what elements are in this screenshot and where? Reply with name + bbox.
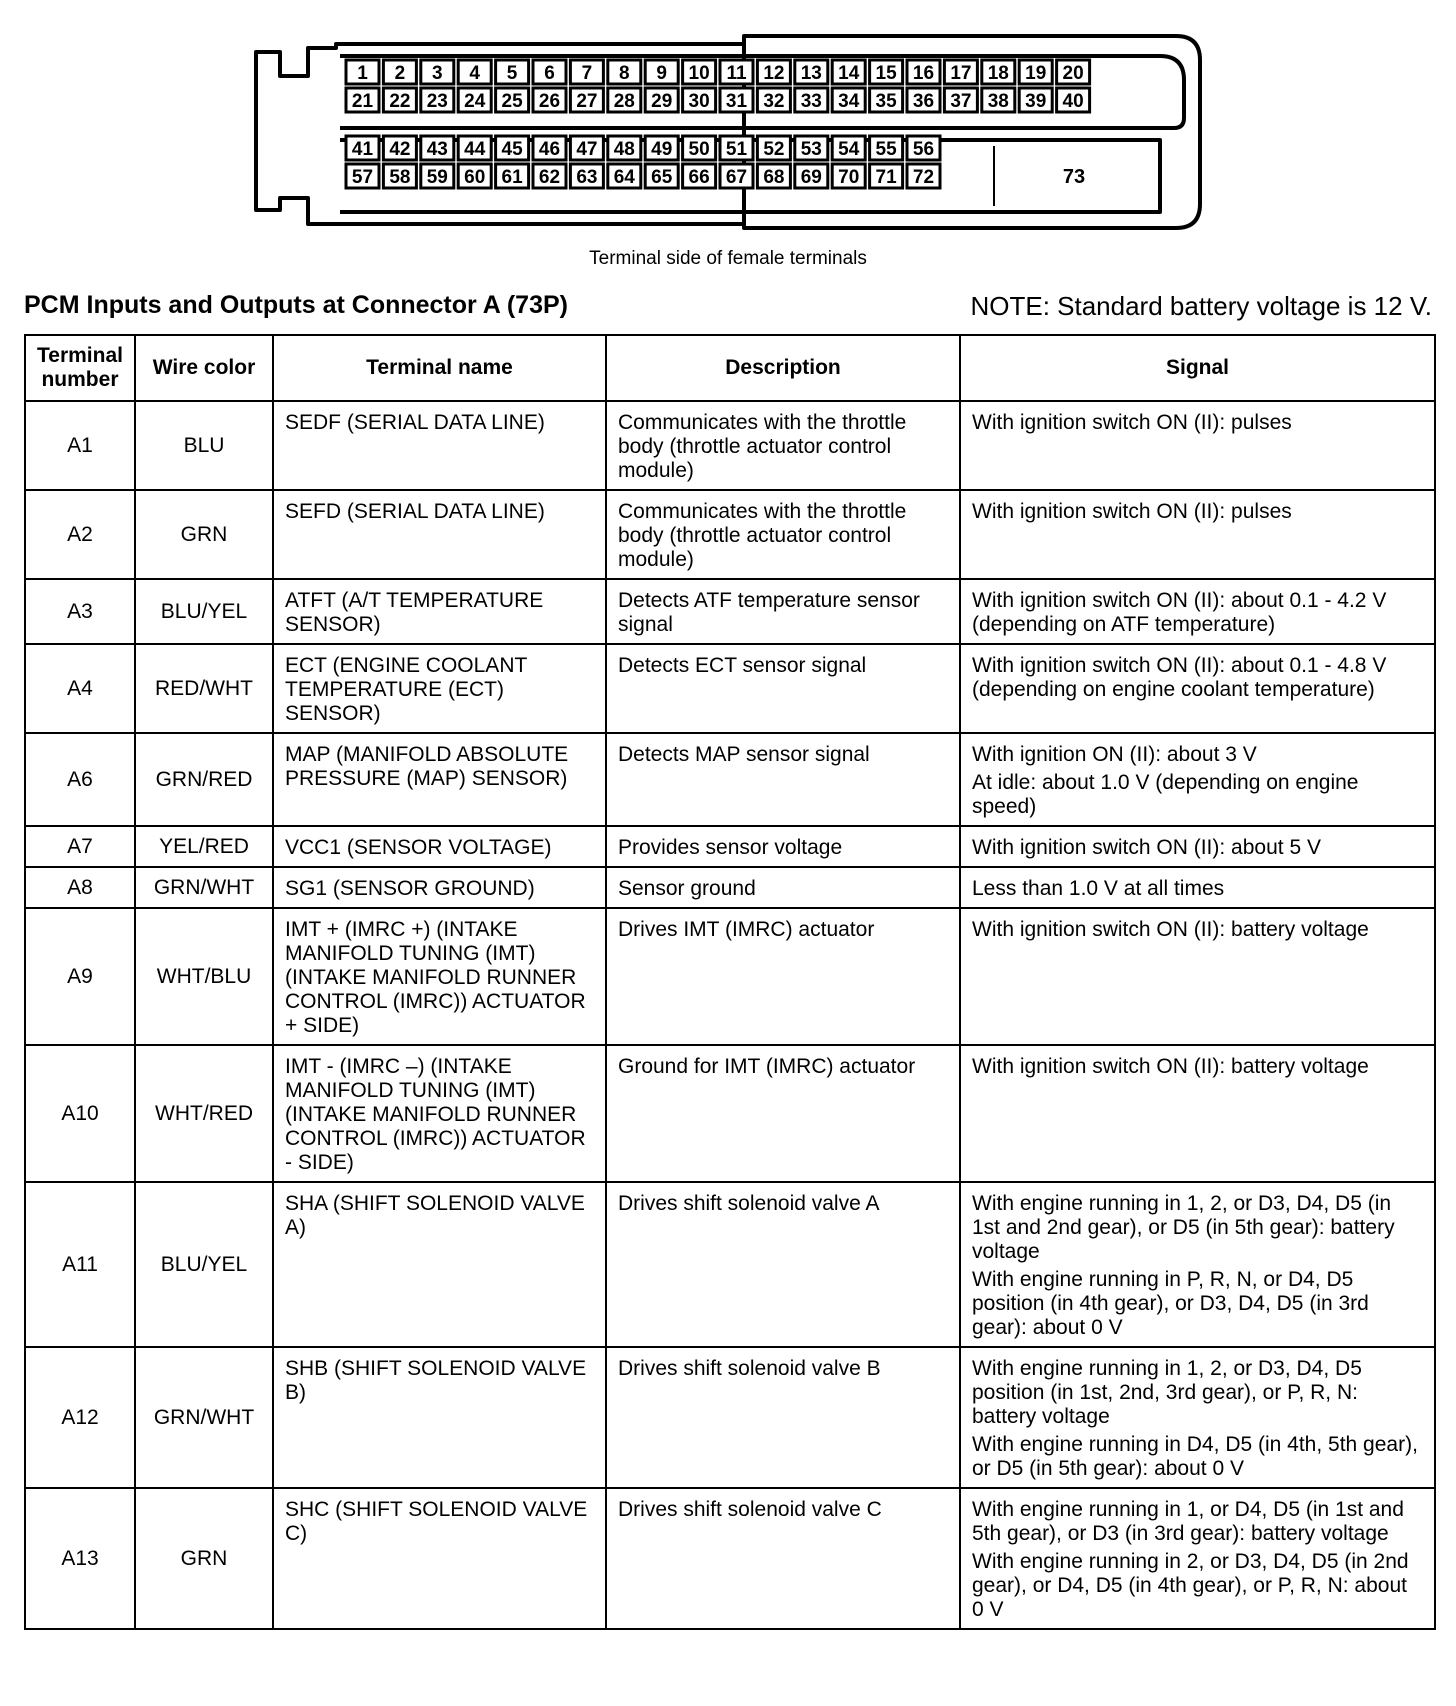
terminal-number: 57 — [351, 167, 374, 188]
terminal-name-cell: SEFD (SERIAL DATA LINE) — [273, 490, 606, 579]
terminal-number: 25 — [501, 91, 523, 112]
table-row — [25, 1045, 1435, 1182]
terminal-number: 28 — [613, 91, 635, 112]
terminal-number: 41 — [351, 139, 374, 160]
terminal-box — [683, 136, 716, 160]
terminal-box — [757, 60, 790, 84]
signal-cell — [960, 1182, 1435, 1347]
terminal-name-cell: SEDF (SERIAL DATA LINE) — [273, 401, 606, 490]
terminal-number: 43 — [426, 139, 448, 160]
terminal-number: 12 — [763, 63, 785, 84]
terminal-number: 23 — [426, 91, 448, 112]
terminal-box — [870, 88, 903, 112]
terminal-box — [1057, 60, 1090, 84]
terminal-number: 4 — [469, 63, 480, 84]
wire-color-cell: BLU/YEL — [135, 1182, 273, 1347]
signal-text: With ignition ON (II): about 3 V — [972, 743, 1257, 766]
table-header-row — [25, 335, 1435, 401]
terminal-number: 54 — [838, 139, 860, 160]
terminal-number: 53 — [800, 139, 822, 160]
terminal-number: 30 — [688, 91, 710, 112]
table-row — [25, 1347, 1435, 1488]
signal-cell — [960, 579, 1435, 644]
header-signal: Signal — [960, 335, 1435, 401]
terminal-number: 17 — [950, 63, 972, 84]
terminal-number: 7 — [581, 63, 593, 84]
terminal-cell: A3 — [25, 579, 135, 644]
terminal-cell: A7 — [25, 826, 135, 867]
terminal-box — [383, 136, 416, 160]
terminal-box — [832, 88, 865, 112]
terminal-box — [608, 164, 641, 188]
terminal-number: 52 — [763, 139, 785, 160]
terminal-box — [795, 60, 828, 84]
terminal-number: 32 — [763, 91, 785, 112]
connector-caption: Terminal side of female terminals — [589, 248, 867, 269]
wire-color-cell: YEL/RED — [135, 826, 273, 867]
terminal-number: 5 — [506, 63, 518, 84]
terminal-name-cell: ATFT (A/T TEMPERATURE SENSOR) — [273, 579, 606, 644]
terminal-number: 14 — [838, 63, 860, 84]
terminal-box — [870, 136, 903, 160]
signal-text: Less than 1.0 V at all times — [972, 877, 1225, 900]
terminal-number: 35 — [875, 91, 897, 112]
terminal-box — [346, 136, 379, 160]
terminal-cell: A4 — [25, 644, 135, 733]
terminal-number: 55 — [875, 139, 897, 160]
terminal-box — [346, 164, 379, 188]
terminal-number: 65 — [651, 167, 673, 188]
terminal-box — [832, 164, 865, 188]
terminal-number: 18 — [987, 63, 1009, 84]
terminal-number: 21 — [351, 91, 374, 112]
terminal-name-cell: ECT (ENGINE COOLANT TEMPERATURE (ECT) SENSOR) — [273, 644, 606, 733]
terminal-number: 64 — [613, 167, 635, 188]
terminal-number: 71 — [875, 167, 897, 188]
terminal-box — [421, 60, 454, 84]
signal-cell — [960, 908, 1435, 1045]
terminal-box — [533, 164, 566, 188]
terminal-number: 36 — [912, 91, 935, 112]
terminal-name-cell: VCC1 (SENSOR VOLTAGE) — [273, 826, 606, 867]
table-row — [25, 826, 1435, 867]
terminal-box — [496, 88, 529, 112]
terminal-box — [795, 164, 828, 188]
signal-cell — [960, 490, 1435, 579]
terminal-box — [720, 88, 753, 112]
description-cell: Communicates with the throttle body (throttle actuator control module) — [606, 401, 960, 490]
wire-color-cell: WHT/RED — [135, 1045, 273, 1182]
wire-color-cell: WHT/BLU — [135, 908, 273, 1045]
connector-diagram — [0, 0, 1456, 240]
terminal-box — [944, 60, 977, 84]
terminal-number: 22 — [389, 91, 411, 112]
description-cell: Drives IMT (IMRC) actuator — [606, 908, 960, 1045]
terminal-number: 66 — [688, 167, 710, 188]
terminal-box — [757, 88, 790, 112]
terminal-box — [757, 164, 790, 188]
table-row — [25, 579, 1435, 644]
terminal-box — [645, 164, 678, 188]
terminal-box — [982, 60, 1015, 84]
terminal-number: 20 — [1062, 63, 1084, 84]
terminal-name-cell: IMT + (IMRC +) (INTAKE MANIFOLD TUNING (IMT) (INTAKE MANIFOLD RUNNER CONTROL (IMRC)) ACTUATOR + SIDE) — [273, 908, 606, 1045]
terminal-number: 58 — [389, 167, 411, 188]
terminal-number: 47 — [576, 139, 598, 160]
terminal-number: 44 — [464, 139, 486, 160]
terminal-box — [458, 60, 491, 84]
terminal-box — [683, 88, 716, 112]
table-row — [25, 490, 1435, 579]
terminal-box — [645, 60, 678, 84]
terminal-number: 37 — [950, 91, 972, 112]
terminal-number: 67 — [725, 167, 748, 188]
terminal-box — [458, 88, 491, 112]
terminal-box — [608, 88, 641, 112]
terminal-box — [944, 88, 977, 112]
terminal-number: 59 — [426, 167, 448, 188]
terminal-number: 48 — [613, 139, 635, 160]
terminal-number: 69 — [800, 167, 822, 188]
header-terminal-name: Terminal name — [273, 335, 606, 401]
terminal-name-cell: SHA (SHIFT SOLENOID VALVE A) — [273, 1182, 606, 1347]
wire-color-cell: BLU — [135, 401, 273, 490]
terminal-number: 50 — [688, 139, 710, 160]
terminal-name-cell: SG1 (SENSOR GROUND) — [273, 867, 606, 908]
signal-cell — [960, 867, 1435, 908]
table-row — [25, 401, 1435, 490]
description-cell: Communicates with the throttle body (throttle actuator control module) — [606, 490, 960, 579]
terminal-box — [720, 164, 753, 188]
terminal-cell: A1 — [25, 401, 135, 490]
terminal-number: 1 — [357, 63, 368, 84]
terminal-cell: A9 — [25, 908, 135, 1045]
terminal-box — [496, 136, 529, 160]
table-row — [25, 1488, 1435, 1629]
wire-color-cell: GRN/WHT — [135, 867, 273, 908]
terminal-box — [533, 88, 566, 112]
terminal-box — [383, 88, 416, 112]
terminal-number: 63 — [576, 167, 598, 188]
signal-text: With ignition switch ON (II): about 0.1 - 4.8 V (depending on engine coolant temperature) — [972, 654, 1387, 701]
terminal-box — [907, 88, 940, 112]
description-cell: Provides sensor voltage — [606, 826, 960, 867]
terminal-box — [870, 60, 903, 84]
pcm-io-table — [24, 334, 1436, 1630]
description-cell: Detects MAP sensor signal — [606, 733, 960, 826]
signal-text: With engine running in 1, or D4, D5 (in 1st and 5th gear), or D3 (in 3rd gear): battery voltage — [972, 1498, 1404, 1545]
terminal-box — [907, 164, 940, 188]
terminal-number: 72 — [912, 167, 935, 188]
wire-color-cell: GRN/RED — [135, 733, 273, 826]
terminal-box — [496, 60, 529, 84]
terminal-box — [645, 136, 678, 160]
description-cell: Detects ATF temperature sensor signal — [606, 579, 960, 644]
terminal-number: 3 — [432, 63, 443, 84]
signal-text: With engine running in P, R, N, or D4, D5 position (in 4th gear), or D3, D4, D5 (in 3rd gear): about 0 V — [972, 1268, 1369, 1339]
terminal-box — [870, 164, 903, 188]
terminal-number: 56 — [912, 139, 935, 160]
terminal-number: 13 — [800, 63, 822, 84]
table-row — [25, 644, 1435, 733]
terminal-box — [795, 136, 828, 160]
terminal-cell: A8 — [25, 867, 135, 908]
terminal-box — [533, 136, 566, 160]
wire-color-cell: GRN/WHT — [135, 1347, 273, 1488]
terminal-number: 24 — [464, 91, 486, 112]
description-cell: Drives shift solenoid valve B — [606, 1347, 960, 1488]
terminal-box — [907, 136, 940, 160]
terminal-box — [608, 136, 641, 160]
terminal-box — [907, 60, 940, 84]
terminal-box — [1019, 88, 1052, 112]
page-heading: PCM Inputs and Outputs at Connector A (73P) — [24, 291, 568, 319]
signal-text: With ignition switch ON (II): pulses — [972, 500, 1292, 523]
terminal-number: 10 — [688, 63, 710, 84]
terminal-number: 15 — [875, 63, 897, 84]
terminal-cell: A13 — [25, 1488, 135, 1629]
terminal-number: 27 — [576, 91, 598, 112]
signal-text: With ignition switch ON (II): about 0.1 - 4.2 V (depending on ATF temperature) — [972, 589, 1387, 636]
terminal-number: 19 — [1025, 63, 1047, 84]
terminal-number: 8 — [619, 63, 630, 84]
terminal-number: 62 — [538, 167, 561, 188]
terminal-name-cell: SHB (SHIFT SOLENOID VALVE B) — [273, 1347, 606, 1488]
header-terminal-number: Terminal number — [25, 335, 135, 401]
terminal-number: 29 — [651, 91, 673, 112]
terminal-number: 39 — [1025, 91, 1047, 112]
signal-text: With engine running in 1, 2, or D3, D4, D5 (in 1st and 2nd gear), or D5 (in 5th gear): battery voltage — [972, 1192, 1395, 1263]
terminal-box — [383, 60, 416, 84]
terminal-box — [832, 60, 865, 84]
terminal-box — [720, 60, 753, 84]
header-description: Description — [606, 335, 960, 401]
terminal-cell: A10 — [25, 1045, 135, 1182]
wire-color-cell: GRN — [135, 1488, 273, 1629]
signal-text: With engine running in 2, or D3, D4, D5 (in 2nd gear), or D4, D5 (in 4th gear), or P, R, N: about 0 V — [972, 1550, 1409, 1621]
terminal-number: 26 — [538, 91, 561, 112]
terminal-number: 11 — [726, 63, 747, 84]
signal-cell — [960, 644, 1435, 733]
terminal-box — [570, 164, 603, 188]
signal-text: At idle: about 1.0 V (depending on engine speed) — [972, 771, 1359, 818]
signal-cell — [960, 1347, 1435, 1488]
terminal-number: 40 — [1062, 91, 1084, 112]
terminal-box — [346, 88, 379, 112]
terminal-number: 9 — [656, 63, 667, 84]
voltage-note: NOTE: Standard battery voltage is 12 V. — [970, 291, 1432, 321]
terminal-number: 6 — [544, 63, 555, 84]
terminal-number: 38 — [987, 91, 1009, 112]
signal-cell — [960, 1045, 1435, 1182]
terminal-grid — [346, 60, 1090, 188]
signal-text: With ignition switch ON (II): about 5 V — [972, 836, 1321, 859]
terminal-name-cell: SHC (SHIFT SOLENOID VALVE C) — [273, 1488, 606, 1629]
description-cell: Drives shift solenoid valve C — [606, 1488, 960, 1629]
terminal-box — [458, 136, 491, 160]
terminal-number: 51 — [725, 139, 748, 160]
table-row — [25, 733, 1435, 826]
terminal-name-cell: IMT - (IMRC –) (INTAKE MANIFOLD TUNING (IMT) (INTAKE MANIFOLD RUNNER CONTROL (IMRC)) ACTUATOR - SIDE) — [273, 1045, 606, 1182]
terminal-box — [496, 164, 529, 188]
terminal-cell: A2 — [25, 490, 135, 579]
terminal-73: 73 — [1062, 166, 1086, 188]
terminal-box — [421, 136, 454, 160]
terminal-number: 61 — [501, 167, 523, 188]
signal-cell — [960, 826, 1435, 867]
terminal-box — [570, 60, 603, 84]
wire-color-cell: BLU/YEL — [135, 579, 273, 644]
terminal-number: 60 — [464, 167, 486, 188]
signal-text: With engine running in 1, 2, or D3, D4, D5 position (in 1st, 2nd, 3rd gear), or P, R, N: battery voltage — [972, 1357, 1362, 1428]
terminal-box — [608, 60, 641, 84]
terminal-name-cell: MAP (MANIFOLD ABSOLUTE PRESSURE (MAP) SENSOR) — [273, 733, 606, 826]
terminal-number: 31 — [725, 91, 748, 112]
terminal-box — [421, 88, 454, 112]
terminal-number: 49 — [651, 139, 673, 160]
terminal-number: 46 — [538, 139, 561, 160]
terminal-box — [795, 88, 828, 112]
terminal-cell: A11 — [25, 1182, 135, 1347]
terminal-box — [421, 164, 454, 188]
terminal-box — [570, 136, 603, 160]
terminal-box — [533, 60, 566, 84]
signal-text: With ignition switch ON (II): battery voltage — [972, 1055, 1369, 1078]
terminal-number: 45 — [501, 139, 523, 160]
terminal-box — [720, 136, 753, 160]
terminal-number: 16 — [912, 63, 935, 84]
wire-color-cell: GRN — [135, 490, 273, 579]
signal-text: With ignition switch ON (II): pulses — [972, 411, 1292, 434]
terminal-number: 34 — [838, 91, 860, 112]
terminal-box — [346, 60, 379, 84]
signal-cell — [960, 733, 1435, 826]
description-cell: Drives shift solenoid valve A — [606, 1182, 960, 1347]
description-cell: Ground for IMT (IMRC) actuator — [606, 1045, 960, 1182]
signal-cell — [960, 401, 1435, 490]
terminal-box — [645, 88, 678, 112]
description-cell: Sensor ground — [606, 867, 960, 908]
terminal-box — [1057, 88, 1090, 112]
terminal-box — [982, 88, 1015, 112]
signal-text: With ignition switch ON (II): battery voltage — [972, 918, 1369, 941]
terminal-box — [458, 164, 491, 188]
terminal-box — [1019, 60, 1052, 84]
terminal-number: 68 — [763, 167, 785, 188]
terminal-box — [757, 136, 790, 160]
terminal-number: 2 — [394, 63, 406, 84]
terminal-box — [383, 164, 416, 188]
signal-text: With engine running in D4, D5 (in 4th, 5th gear), or D5 (in 5th gear): about 0 V — [972, 1433, 1418, 1480]
terminal-cell: A6 — [25, 733, 135, 826]
terminal-cell: A12 — [25, 1347, 135, 1488]
terminal-box — [570, 88, 603, 112]
table-row — [25, 908, 1435, 1045]
header-wire-color: Wire color — [135, 335, 273, 401]
terminal-number: 42 — [389, 139, 411, 160]
terminal-box — [683, 164, 716, 188]
table-row — [25, 867, 1435, 908]
wire-color-cell: RED/WHT — [135, 644, 273, 733]
table-row — [25, 1182, 1435, 1347]
signal-cell — [960, 1488, 1435, 1629]
terminal-number: 70 — [838, 167, 860, 188]
description-cell: Detects ECT sensor signal — [606, 644, 960, 733]
terminal-box — [832, 136, 865, 160]
terminal-number: 33 — [800, 91, 822, 112]
terminal-box — [683, 60, 716, 84]
